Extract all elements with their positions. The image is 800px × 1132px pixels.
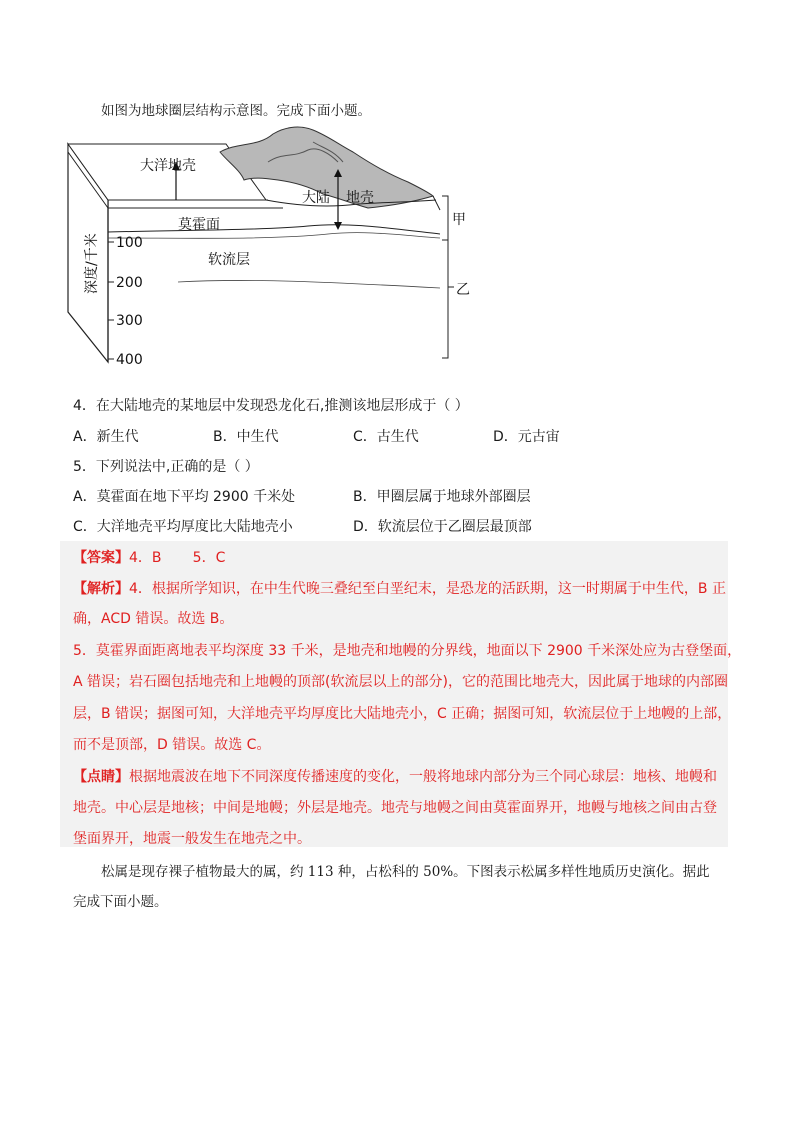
comment-tag: 【点睛】: [73, 769, 129, 785]
q5-option-d: D．软流层位于乙圈层最顶部: [353, 519, 532, 535]
question-5-stem: 5．下列说法中,正确的是（ ）: [73, 459, 259, 475]
q4-option-b: B．中生代: [213, 429, 279, 445]
q5-option-a: A．莫霍面在地下平均 2900 千米处: [73, 489, 296, 505]
comment-line-2: 地壳。中心层是地核；中间是地幔；外层是地壳。地壳与地幔之间由莫霍面界开，地幔与地核之间由古登: [73, 800, 717, 816]
tick-label: 100: [116, 235, 143, 251]
answer-line: [73, 547, 225, 567]
tick-label: 200: [116, 275, 143, 291]
jia-label: 甲: [452, 212, 466, 228]
tick-label: 400: [116, 352, 143, 368]
next-intro-line-1: 松属是现存裸子植物最大的属，约 113 种，占松科的 50%。下图表示松属多样性地质历史演化。据此: [101, 864, 710, 880]
analysis-line-4: A 错误；岩石圈包括地壳和上地幔的顶部(软流层以上的部分)，它的范围比地壳大，因此属于地球的内部圈: [73, 674, 728, 690]
yi-label: 乙: [456, 282, 470, 298]
moho-label: 莫霍面: [178, 217, 220, 233]
intro-text: 如图为地球圈层结构示意图。完成下面小题。: [101, 103, 371, 119]
analysis-text-1: 4．根据所学知识，在中生代晚三叠纪至白垩纪末，是恐龙的活跃期，这一时期属于中生代，B 正: [129, 581, 726, 597]
q4-option-c: C．古生代: [353, 429, 419, 445]
next-intro-line-2: 完成下面小题。: [73, 894, 168, 910]
analysis-tag: 【解析】: [73, 581, 129, 597]
comment-text-1: 根据地震波在地下不同深度传播速度的变化，一般将地球内部分为三个同心球层：地核、地幔和: [129, 769, 717, 785]
answer-tag: 【答案】: [73, 550, 129, 566]
ocean-crust-label: 大洋地壳: [140, 158, 196, 174]
analysis-line-5: 层，B 错误；据图可知，大洋地壳平均厚度比大陆地壳小，C 正确；据图可知，软流层位于上地幔的上部，: [73, 706, 732, 722]
question-4-stem: 4．在大陆地壳的某地层中发现恐龙化石,推测该地层形成于（ ）: [73, 398, 469, 414]
crust-label: 地壳: [346, 190, 374, 206]
answer-text: 4．B 5．C: [129, 550, 226, 566]
earth-layer-diagram: [68, 122, 468, 372]
analysis-line-2: 确，ACD 错误。故选 B。: [73, 611, 234, 627]
asthenosphere-label: 软流层: [208, 252, 250, 268]
analysis-line-3: 5．莫霍界面距离地表平均深度 33 千米，是地壳和地幔的分界线，地面以下 2900 千米深处应为古登堡面，: [73, 643, 742, 659]
depth-axis-label: 深度/千米: [84, 233, 100, 294]
comment-line-3: 堡面界开，地震一般发生在地壳之中。: [73, 831, 311, 847]
analysis-line-6: 而不是顶部，D 错误。故选 C。: [73, 737, 271, 753]
comment-line-1: [73, 766, 717, 786]
analysis-line-1: [73, 578, 726, 598]
q4-option-d: D．元古宙: [493, 429, 560, 445]
tick-label: 300: [116, 313, 143, 329]
q5-option-c: C．大洋地壳平均厚度比大陆地壳小: [73, 519, 293, 535]
continent-label: 大陆: [302, 190, 330, 206]
q4-option-a: A．新生代: [73, 429, 139, 445]
q5-option-b: B．甲圈层属于地球外部圈层: [353, 489, 531, 505]
